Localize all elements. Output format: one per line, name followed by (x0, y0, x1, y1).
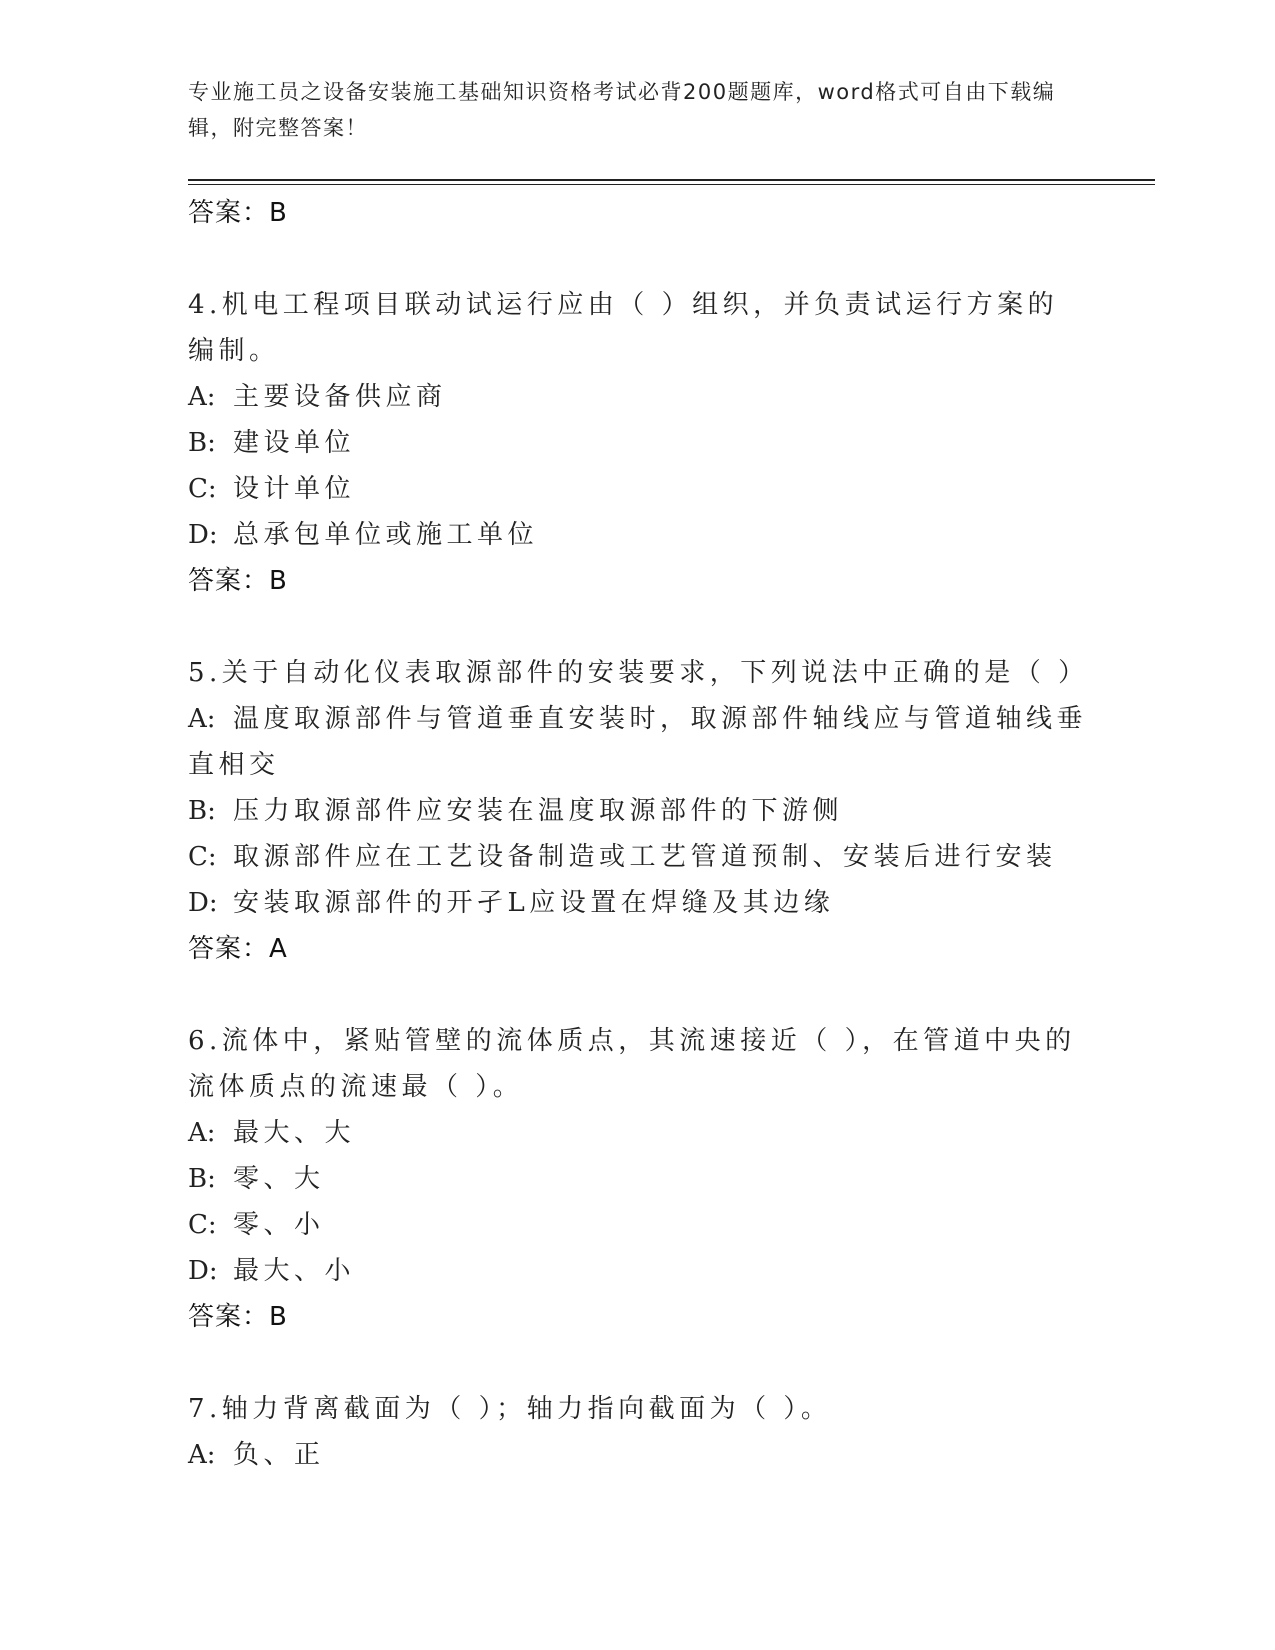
option-text: 总承包单位或施工单位 (233, 520, 539, 550)
option-text: 最大、小 (233, 1256, 356, 1286)
option-a (188, 1432, 1088, 1478)
option-text: 最大、大 (233, 1118, 356, 1148)
option-c (188, 1202, 1088, 1248)
option-b (188, 788, 1088, 834)
question-text: 5.关于自动化仪表取源部件的安装要求，下列说法中正确的是（ ） (188, 658, 1089, 688)
option-d (188, 1248, 1088, 1294)
option-letter: A: (188, 382, 216, 412)
option-text: 建设单位 (233, 428, 356, 458)
answer-label: 答案：B (188, 198, 288, 228)
option-a (188, 1110, 1088, 1156)
option-c (188, 834, 1088, 880)
option-letter: C: (188, 842, 217, 872)
option-a (188, 374, 1088, 420)
question-text: 7.轴力背离截面为（ ）；轴力指向截面为（ ）。 (188, 1394, 832, 1424)
option-letter: A: (188, 1440, 216, 1470)
question-text: 4.机电工程项目联动试运行应由（ ）组织，并负责试运行方案的编制。 (188, 290, 1059, 366)
answer-label: 答案：A (188, 934, 288, 964)
option-text: 安装取源部件的开孑L应设置在焊缝及其边缘 (233, 888, 835, 918)
question-text: 6.流体中，紧贴管壁的流体质点，其流速接近（ ），在管道中央的流体质点的流速最（ ）。 (188, 1026, 1076, 1102)
option-text: 取源部件应在工艺设备制造或工艺管道预制、安装后进行安装 (233, 842, 1057, 872)
question-block (188, 282, 1088, 604)
answer-label: 答案：B (188, 1302, 288, 1332)
header-rule-thin (188, 184, 1155, 185)
option-text: 设计单位 (233, 474, 356, 504)
option-letter: D: (188, 1256, 218, 1286)
option-letter: C: (188, 1210, 217, 1240)
option-letter: B: (188, 796, 216, 826)
option-letter: D: (188, 520, 218, 550)
document-body (188, 190, 1088, 1478)
option-b (188, 420, 1088, 466)
option-letter: D: (188, 888, 218, 918)
option-b (188, 1156, 1088, 1202)
option-letter: A: (188, 704, 216, 734)
option-c (188, 466, 1088, 512)
option-text: 温度取源部件与管道垂直安装时，取源部件轴线应与管道轴线垂直相交 (188, 704, 1088, 780)
question-block (188, 1018, 1088, 1340)
question-block (188, 1386, 1088, 1478)
option-text: 零、小 (233, 1210, 325, 1240)
option-letter: B: (188, 1164, 216, 1194)
option-d (188, 880, 1088, 926)
question-block (188, 650, 1088, 972)
option-a (188, 696, 1088, 788)
option-letter: B: (188, 428, 216, 458)
option-text: 压力取源部件应安装在温度取源部件的下游侧 (233, 796, 844, 826)
answer-label: 答案：B (188, 566, 288, 596)
option-text: 负、正 (233, 1440, 325, 1470)
option-d (188, 512, 1088, 558)
option-text: 零、大 (233, 1164, 325, 1194)
option-text: 主要设备供应商 (233, 382, 447, 412)
header-rule-thick (188, 179, 1155, 181)
page-header: 专业施工员之设备安装施工基础知识资格考试必背200题题库，word格式可自由下载编辑，附完整答案！ (188, 80, 1056, 140)
option-letter: A: (188, 1118, 216, 1148)
option-letter: C: (188, 474, 217, 504)
